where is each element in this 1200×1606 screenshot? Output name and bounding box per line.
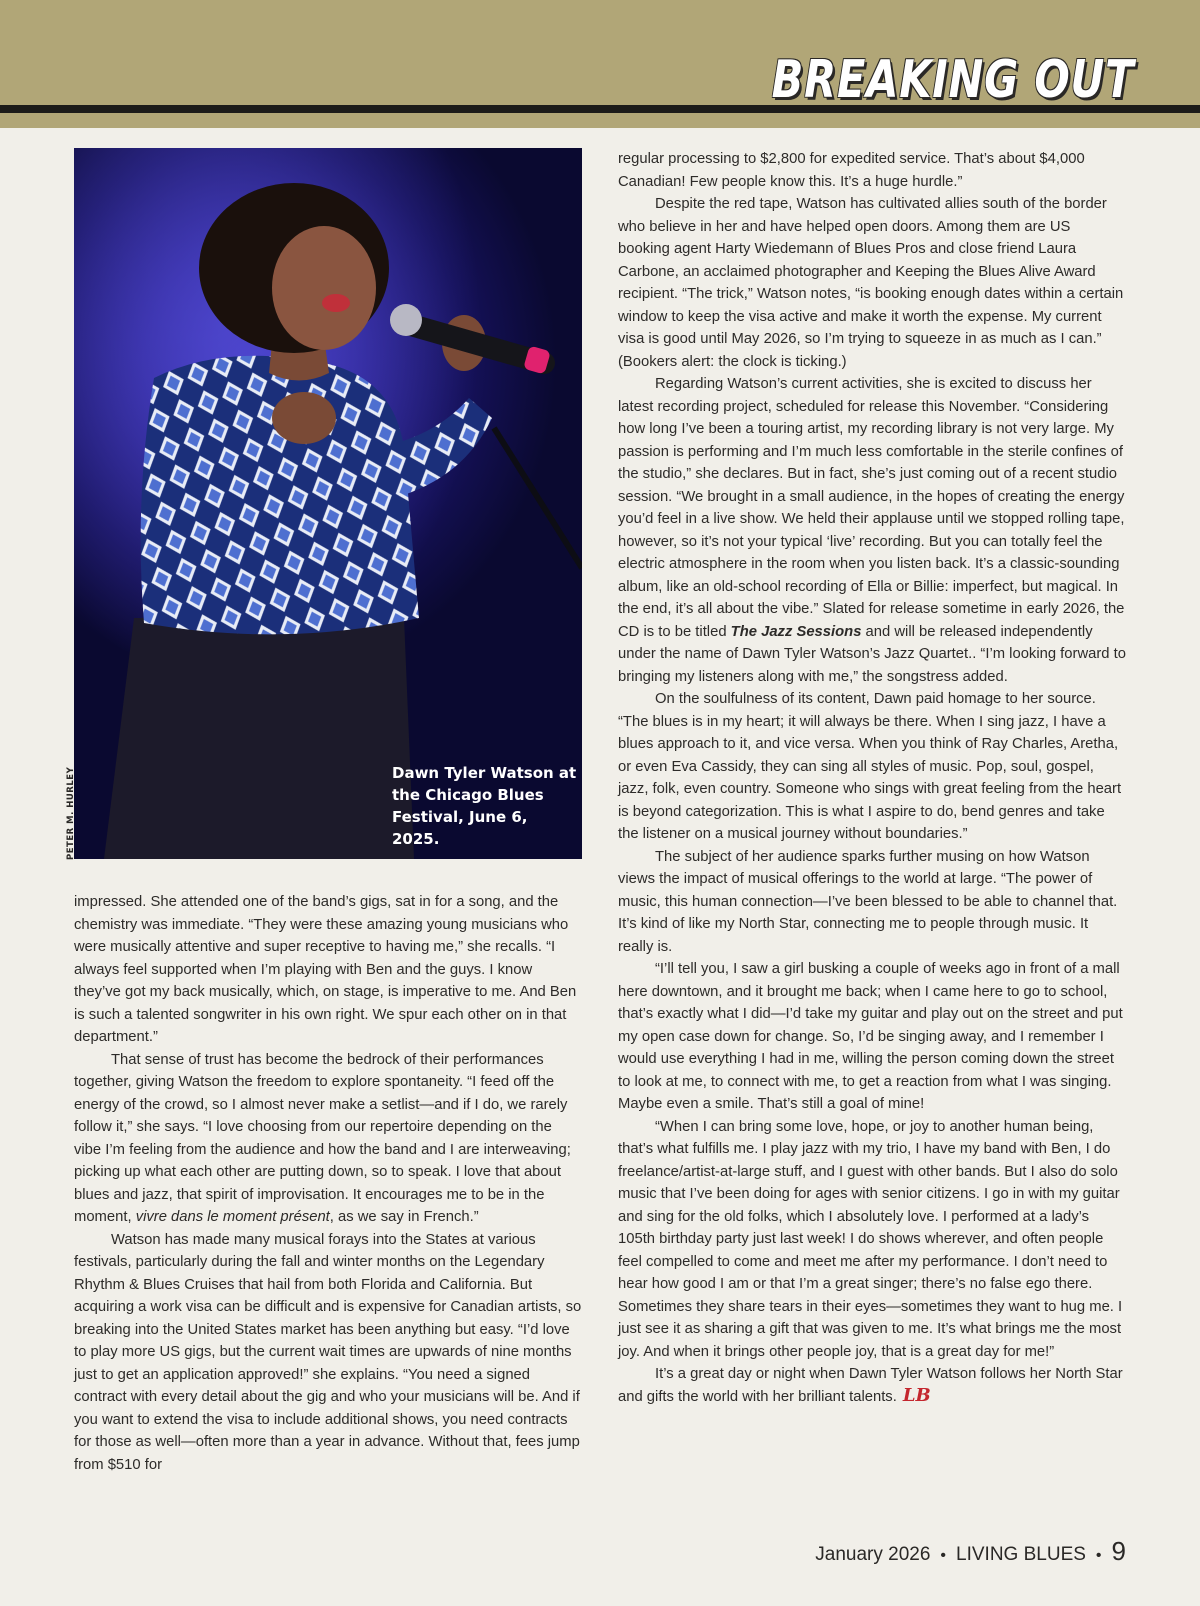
paragraph: Despite the red tape, Watson has cultivated allies south of the border who believe in her and have helped open doors. Among them are US booking agent Harty Wiedemann of Blues Pros and close friend Laura Carbone, an acclaimed photographer and Keeping the Blues Alive Award recipient. “The trick,” Watson notes, “is booking enough dates within a certain window to keep the visa active and make it worth the expense. My current visa is good until May 2026, so I’m trying to squeeze in as much as I can.” (Bookers alert: the clock is ticking.) — [618, 196, 1124, 370]
left-column-text — [74, 891, 582, 1476]
paragraph: The subject of her audience sparks further musing on how Watson views the impact of musical offerings to the world at large. “The power of music, this human connection—I’ve been blessed to be able to channel that. It’s kind of like my North Star, connecting me to people through music. It really is. — [618, 848, 1118, 955]
issue-date: January 2026 — [815, 1544, 931, 1565]
paragraph: “When I can bring some love, hope, or joy to another human being, that’s what fulfills me. I play jazz with my trio, I have my band with Ben, I do freelance/artist-at-large stuff, and I guest with other bands. But I also do solo music that I’ve been doing for ages with senior citizens. I go in with my guitar and sing for the old folks, which I absolutely love. I performed at a lady’s 105th birthday party just last week! I do shows wherever, and often people feel compelled to come and meet me after my performance. I don’t need to hear how good I am or that I’m a great singer; there’s no false ego there. Sometimes they share tears in their eyes—sometimes they want to hug me. I just see it as sharing a gift that was given to me. It’s what brings me the most joy. And when it brings other people joy, that is a great day for me!” — [618, 1118, 1123, 1360]
right-column-text — [618, 148, 1126, 1408]
paragraph: It’s a great day or night when Dawn Tyler Watson follows her North Star and gifts the world with her brilliant talents. LB — [618, 1366, 1123, 1406]
footer-separator: • — [1095, 1547, 1102, 1564]
paragraph: “I’ll tell you, I saw a girl busking a couple of weeks ago in front of a mall here downtown, and it brought me back; when I came here to go to school, that’s exactly what I did—I’d take my guitar and play out on the street and put my open case down for change. So, I’d be singing away, and I remember I would use everything I had in me, willing the person coming down the street to look at me, to connect with me, to get a reaction from what I was singing. Maybe even a smile. That’s still a goal of mine! — [618, 961, 1123, 1112]
section-title: BREAKING OUT — [771, 50, 1134, 110]
magazine-name: LIVING BLUES — [956, 1544, 1086, 1565]
end-mark-logo: LB — [902, 1384, 931, 1406]
performer-illustration — [74, 148, 582, 859]
paragraph: Watson has made many musical forays into the States at various festivals, particularly during the fall and winter months on the Legendary Rhythm & Blues Cruises that hail from both Florida and California. But acquiring a work visa can be difficult and is expensive for Canadian artists, so breaking into the United States market has been anything but easy. “I’d love to play more US gigs, but the current wait times are upwards of nine months just to get an application approved!” she explains. “You need a signed contract with every detail about the gig and who your musicians will be. And if you want to extend the visa to include additional shows, you need contracts for those as well—often more than a year in advance. Without that, fees jump from $510 for — [74, 1231, 582, 1473]
paragraph: Regarding Watson’s current activities, she is excited to discuss her latest recording project, scheduled for release this November. “Considering how long I’ve been a touring artist, my recording library is not very large. My passion is performing and I’m much less comfortable in the sterile confines of the studio,” she declares. But in fact, she’s just coming out of a recent studio session. “We brought in a small audience, in the hopes of creating the energy you’d feel in a live show. We held their applause until we stopped rolling tape, however, so it’s not your typical ‘live’ recording. But you can totally feel the electric atmosphere in the room when you listen back. It’s a classic-sounding album, like an old-school recording of Ella or Billie: imperfect, but magical. In the end, it’s all about the vibe.” Slated for release sometime in early 2026, the CD is to be titled The Jazz Sessions and will be released independently under the name of Dawn Tyler Watson’s Jazz Quartet.. “I’m looking forward to bringing my listeners along with me,” the songstress added. — [618, 376, 1126, 685]
footer-separator: • — [940, 1547, 947, 1564]
french-phrase: vivre dans le moment présent — [135, 1209, 330, 1225]
album-title: The Jazz Sessions — [730, 623, 862, 640]
page-number: 9 — [1111, 1536, 1126, 1566]
photo-caption: Dawn Tyler Watson at the Chicago Blues Festival, June 6, 2025. — [392, 764, 577, 848]
paragraph: regular processing to $2,800 for expedited service. That’s about $4,000 Canadian! Few people know this. It’s a huge hurdle.” — [618, 151, 1085, 190]
page-footer — [815, 1536, 1126, 1572]
performer-photo — [74, 148, 582, 859]
paragraph: That sense of trust has become the bedrock of their performances together, giving Watson the freedom to explore spontaneity. “I feed off the energy of the crowd, so I almost never make a setlist—and if I do, we rarely follow it,” she says. “I love choosing from our repertoire depending on the vibe I’m feeling from the audience and how the band and I are interweaving; picking up what each other are putting down, so to speak. I love that about blues and jazz, that spirit of improvisation. It encourages me to be in the moment, vivre dans le moment présent, as we say in French.” — [74, 1051, 571, 1225]
photo-credit: PETER M. HURLEY — [66, 766, 76, 860]
paragraph: On the soulfulness of its content, Dawn paid homage to her source. “The blues is in my heart; it will always be there. When I sing jazz, I have a blues approach to it, and vice versa. When you think of Ray Charles, Aretha, or even Eva Cassidy, they can sing all styles of music. Pop, soul, gospel, jazz, folk, even country. Someone who sings with great feeling from the heart is beyond categorization. This is what I aspire to do, bend genres and take the listener on a musical journey without boundaries.” — [618, 691, 1122, 842]
paragraph: impressed. She attended one of the band’s gigs, sat in for a song, and the chemistry was immediate. “They were these amazing young musicians who were musically attentive and super receptive to having me,” she recalls. “I always feel supported when I’m playing with Ben and the guys. I know they’ve got my back musically, which, on stage, is imperative to me. And Ben is such a talented songwriter in his own right. We spur each other on in that department.” — [74, 894, 577, 1045]
